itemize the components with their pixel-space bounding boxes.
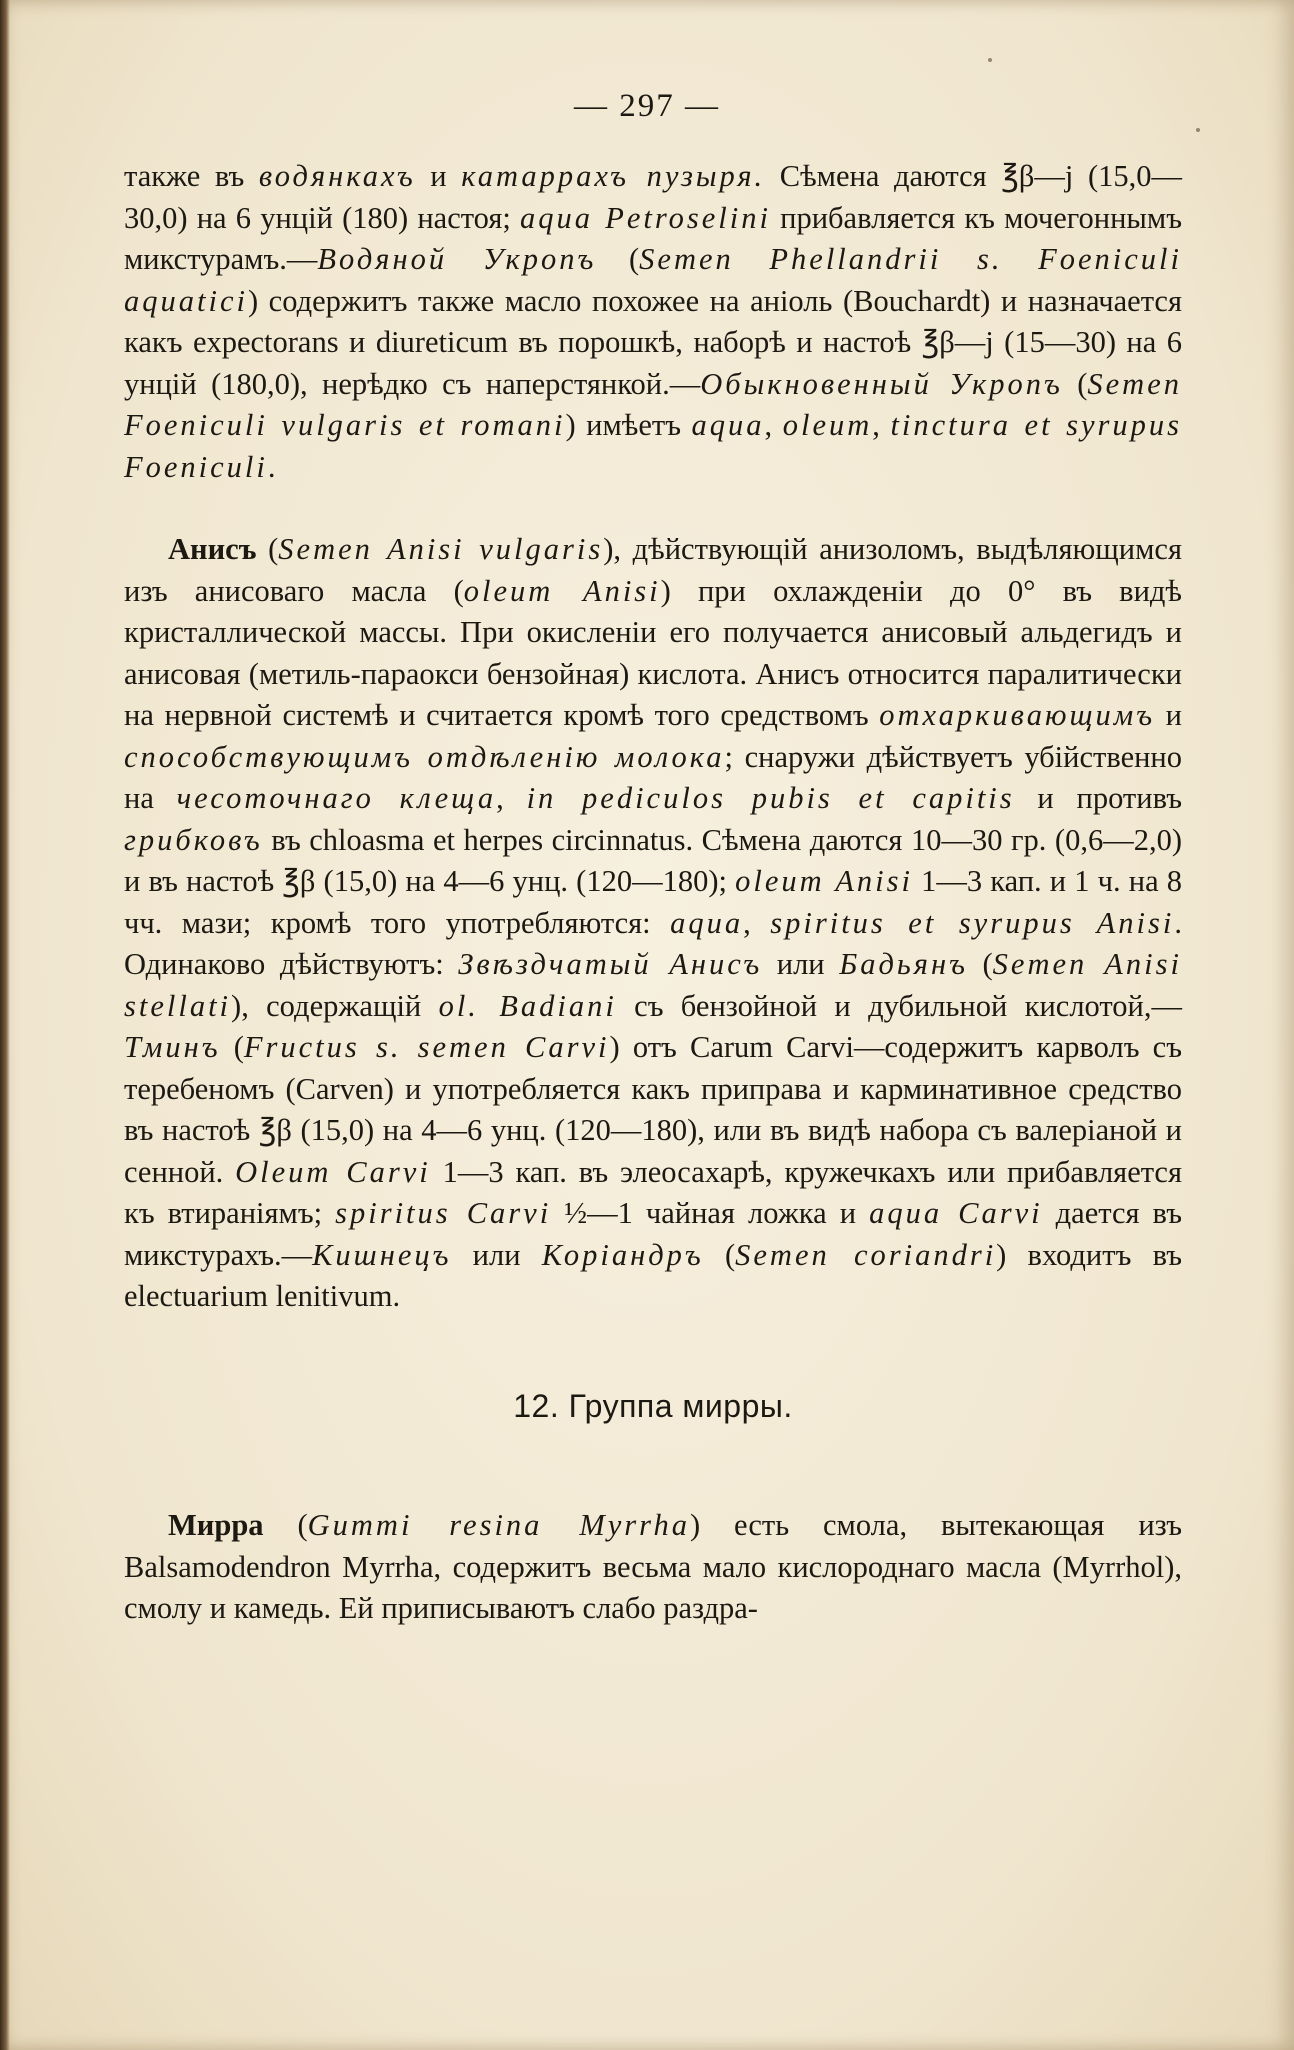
italic-term: oleum Anisi xyxy=(463,573,661,608)
italic-term: Semen Foeniculi vulgaris et romani xyxy=(124,366,1182,442)
italic-term: Водяной Укропъ xyxy=(317,242,597,276)
italic-term: Semen Anisi vulgaris xyxy=(278,532,604,566)
italic-term: Semen coriandri xyxy=(735,1237,997,1272)
italic-term: катаррахъ пузыря. xyxy=(461,159,766,193)
italic-term: aqua xyxy=(691,408,765,442)
italic-term: Обыкновенный Укропъ xyxy=(700,366,1063,401)
italic-term: oleum xyxy=(782,408,873,442)
bold-term: Анисъ xyxy=(168,532,257,566)
italic-term: чесоточнаго клеща xyxy=(176,781,497,815)
italic-term: Тминъ xyxy=(124,1030,221,1064)
italic-term: водянкахъ xyxy=(258,159,416,193)
italic-term: spiritus et syrupus Anisi xyxy=(770,905,1175,940)
italic-term: способствующимъ отдѣленію молока xyxy=(124,739,725,774)
italic-term: aqua Carvi xyxy=(869,1196,1043,1230)
italic-term: грибковъ xyxy=(124,822,263,857)
italic-term: Semen Anisi stellati xyxy=(124,947,1182,1023)
italic-term: aqua xyxy=(670,905,744,940)
italic-term: tinctura et syrupus Foeniculi xyxy=(124,408,1183,484)
italic-term: aqua Petroselini xyxy=(520,200,771,235)
italic-term: Gummi resina Myrrha xyxy=(307,1508,690,1542)
italic-term: Коріандръ xyxy=(541,1237,704,1272)
italic-term: Звѣздчатый Анисъ xyxy=(458,947,763,981)
page-number: — 297 — xyxy=(574,88,720,124)
italic-term: ol. Badiani xyxy=(438,988,617,1023)
section-heading: 12. Группа мирры. xyxy=(513,1387,793,1424)
paper-speck xyxy=(988,58,992,62)
paragraph-anis: Анисъ (Semen Anisi vulgaris), дѣйствующій анизоломъ, выдѣляющимся изъ анисоваго масла (oleum Anisi) при охлажденіи до 0° въ видѣ кристаллической массы. При окисленіи его получается анисовый альдегидъ и анисовая (метиль-параокси бензойная) кислота. Анисъ относится паралитически на нервной системѣ и считается кромѣ того средствомъ отхаркивающимъ и способствующимъ отдѣленію молока; снаружи дѣйствуетъ убійственно на чесоточнаго клеща, in pediculos pubis et capitis и противъ грибковъ въ chloasma et herpes circinnatus. Сѣмена даются 10—30 гр. (0,6—2,0) и въ настоѣ ℥β (15,0) на 4—6 унц. (120—180); oleum Anisi 1—3 кап. и 1 ч. на 8 чч. мази; кромѣ того употребляются: aqua, spiritus et syrupus Anisi. Одинаково дѣйствуютъ: Звѣздчатый Анисъ или Бадьянъ (Semen Anisi stellati), содержащій ol. Badiani съ бензойной и дубильной кислотой,—Тминъ (Fructus s. semen Carvi) отъ Carum Carvi—содержитъ карволъ съ теребеномъ (Carven) и употребляется какъ приправа и карминативное средство въ настоѣ ℥β (15,0) на 4—6 унц. (120—180), или въ видѣ набора съ валеріаной и сенной. Oleum Carvi 1—3 кап. въ элеосахарѣ, кружечкахъ или прибавляется къ втираніямъ; spiritus Carvi ½—1 чайная ложка и aqua Carvi дается въ микстурахъ.—Кишнецъ или Коріандръ (Semen coriandri) входитъ въ electuarium lenitivum. xyxy=(124,532,1183,1313)
paper-speck xyxy=(1196,128,1200,132)
italic-term: oleum Anisi xyxy=(735,864,913,898)
italic-term: spiritus Carvi xyxy=(335,1196,552,1230)
italic-term: Кишнецъ xyxy=(312,1237,452,1272)
italic-term: Oleum Carvi xyxy=(235,1154,431,1189)
italic-term: отхаркивающимъ xyxy=(879,698,1156,732)
italic-term: Бадьянъ xyxy=(839,947,968,981)
bold-term: Мирра xyxy=(168,1508,264,1542)
paragraph-myrrh: Мирра (Gummi resina Myrrha) есть смола, вытекающая изъ Balsamodendron Myrrha, содержитъ весьма мало кислороднаго масла (Myrrhol), смолу и камедь. Ей приписываютъ слабо раздра- xyxy=(124,1508,1182,1625)
paragraph-continuation: также въ водянкахъ и катаррахъ пузыря. Сѣмена даются ℥β—j (15,0—30,0) на 6 унцій (180) настоя; aqua Petroselini прибавляется къ мочегоннымъ микстурамъ.—Водяной Укропъ (Semen Phellandrii s. Foeniculi aquatici) содержитъ также масло похожее на аніоль (Bouchardt) и назначается какъ expectorans и diureticum въ порошкѣ, наборѣ и настоѣ ℥β—j (15—30) на 6 унцій (180,0), нерѣдко съ наперстянкой.—Обыкновенный Укропъ (Semen Foeniculi vulgaris et romani) имѣетъ aqua, oleum, tinctura et syrupus Foeniculi. xyxy=(124,159,1183,484)
italic-term: in pediculos pubis et capitis xyxy=(526,781,1015,815)
page-body-text xyxy=(124,156,1182,1630)
italic-term: Fructus s. semen Carvi xyxy=(243,1030,610,1064)
italic-term: Semen Phellandrii s. Foeniculi aquatici xyxy=(124,242,1182,318)
page-binding-edge xyxy=(0,0,10,2050)
